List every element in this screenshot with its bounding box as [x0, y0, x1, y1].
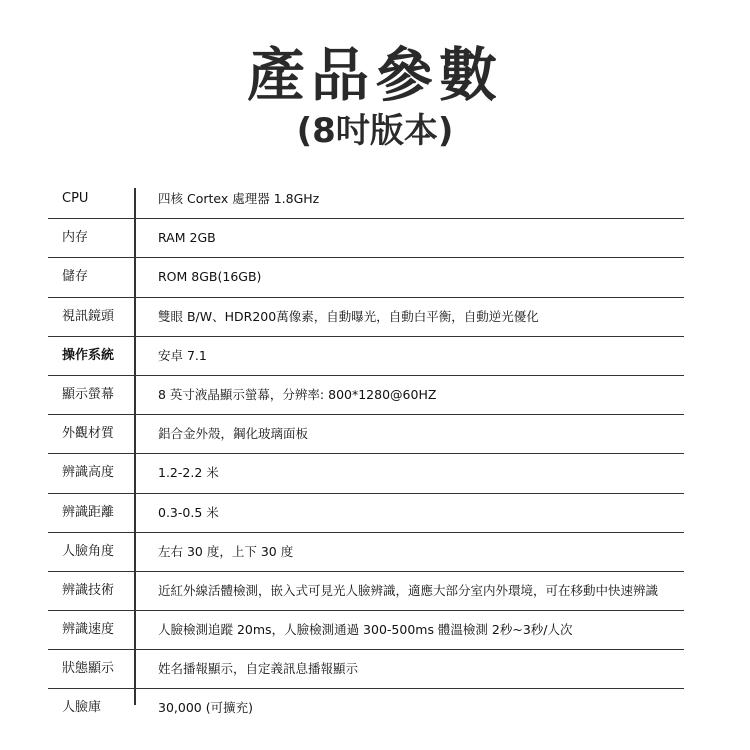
page-subtitle: (8吋版本)	[296, 111, 454, 151]
spec-value: 8 英寸液晶顯示螢幕，分辨率: 800*1280@60HZ	[158, 386, 437, 402]
spec-label: 儲存	[62, 269, 89, 285]
spec-row-cpu	[48, 180, 684, 219]
spec-value: 0.3-0.5 米	[158, 504, 219, 520]
spec-value: 近紅外線活體檢測，嵌入式可見光人臉辨識，適應大部分室内外環境，可在移動中快速辨識	[158, 582, 659, 598]
spec-value: 1.2-2.2 米	[158, 465, 219, 481]
spec-row-face-angle	[48, 533, 684, 572]
spec-table	[48, 180, 684, 728]
spec-value: 鋁合金外殼，鋼化玻璃面板	[158, 426, 309, 442]
spec-label: 辨識速度	[62, 622, 115, 638]
spec-value: 30,000 (可擴充)	[158, 700, 253, 716]
spec-label: 外觀材質	[62, 426, 115, 442]
spec-value: 左右 30 度，上下 30 度	[158, 543, 294, 559]
spec-value: ROM 8GB(16GB)	[158, 269, 262, 285]
spec-value: RAM 2GB	[158, 230, 216, 246]
spec-value: 雙眼 B/W、HDR200萬像素，自動曝光，自動白平衡，自動逆光優化	[158, 308, 539, 324]
spec-label: CPU	[62, 191, 89, 206]
spec-label: 内存	[62, 230, 89, 246]
spec-row-storage	[48, 258, 684, 297]
spec-value: 安卓 7.1	[158, 347, 207, 363]
spec-row-height	[48, 454, 684, 493]
spec-row-distance	[48, 494, 684, 533]
spec-value: 姓名播報顯示，自定義訊息播報顯示	[158, 661, 359, 677]
spec-value: 四核 Cortex 處理器 1.8GHz	[158, 191, 320, 206]
spec-label: 狀態顯示	[62, 661, 115, 677]
spec-row-material	[48, 415, 684, 454]
spec-row-memory	[48, 219, 684, 258]
spec-label: 顯示螢幕	[62, 386, 115, 402]
spec-label: 視訊鏡頭	[62, 308, 115, 324]
spec-label: 人臉庫	[62, 700, 102, 716]
page-title: 產品參數	[246, 41, 503, 109]
spec-row-os	[48, 337, 684, 376]
spec-row-technology	[48, 572, 684, 611]
spec-label: 辨識距離	[62, 504, 115, 520]
spec-row-camera	[48, 298, 684, 337]
spec-row-status	[48, 650, 684, 689]
spec-label: 辨識技術	[62, 582, 115, 598]
spec-value: 人臉檢測追蹤 20ms，人臉檢測通過 300-500ms 體溫檢測 2秒~3秒/人次	[158, 622, 573, 638]
spec-row-speed	[48, 611, 684, 650]
spec-label: 辨識高度	[62, 465, 115, 481]
spec-label: 人臉角度	[62, 543, 115, 559]
spec-row-display	[48, 376, 684, 415]
spec-label: 操作系統	[62, 347, 115, 363]
spec-row-face-library	[48, 689, 684, 727]
